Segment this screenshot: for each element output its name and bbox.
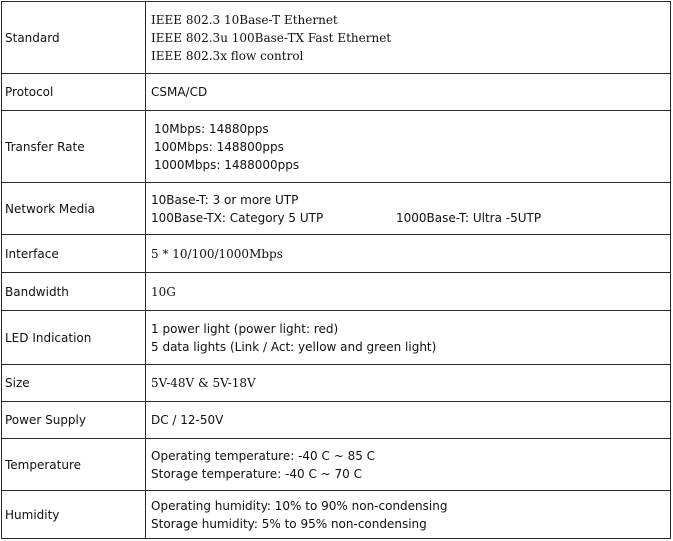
spec-value-line-right: 1000Base-T: Ultra -5UTP <box>396 210 542 225</box>
spec-value <box>146 111 671 183</box>
spec-value-line: 10Mbps: 14880pps <box>154 121 269 136</box>
spec-value-line: 5 data lights (Link / Act: yellow and green light) <box>151 339 437 354</box>
spec-row-bandwidth <box>2 273 671 311</box>
spec-value-line: 1 power light (power light: red) <box>151 321 339 336</box>
spec-label: Protocol <box>2 74 146 111</box>
spec-row-transfer-rate <box>2 111 671 183</box>
spec-value-line: 100Mbps: 148800pps <box>154 139 284 154</box>
spec-label: Network Media <box>2 183 146 235</box>
spec-value <box>146 365 671 402</box>
spec-value-line: Storage humidity: 5% to 95% non-condensing <box>151 516 427 531</box>
spec-table <box>1 1 671 539</box>
spec-value-line: IEEE 802.3x flow control <box>151 48 304 63</box>
spec-label: Temperature <box>2 439 146 491</box>
spec-row-network-media <box>2 183 671 235</box>
spec-label: LED Indication <box>2 311 146 365</box>
spec-value <box>146 439 671 491</box>
spec-row-power-supply <box>2 402 671 439</box>
spec-row-protocol <box>2 74 671 111</box>
spec-label: Bandwidth <box>2 273 146 311</box>
spec-value-line: 1000Mbps: 1488000pps <box>154 157 300 172</box>
spec-row-temperature <box>2 439 671 491</box>
spec-value-line: Operating humidity: 10% to 90% non-condensing <box>151 498 448 513</box>
spec-value-line: 10Base-T: 3 or more UTP <box>151 192 299 207</box>
spec-label: Power Supply <box>2 402 146 439</box>
spec-value <box>146 183 671 235</box>
spec-value <box>146 311 671 365</box>
spec-row-standard <box>2 2 671 74</box>
spec-row-humidity <box>2 491 671 539</box>
spec-value-line-left: 100Base-TX: Category 5 UTP <box>151 210 324 225</box>
spec-value-line: 5V-48V & 5V-18V <box>151 376 256 390</box>
spec-value <box>146 491 671 539</box>
spec-label: Interface <box>2 235 146 273</box>
spec-label: Standard <box>2 2 146 74</box>
spec-value-line: Storage temperature: -40 C ~ 70 C <box>151 466 362 481</box>
spec-value <box>146 74 671 111</box>
spec-value <box>146 2 671 74</box>
spec-value <box>146 235 671 273</box>
spec-value-line: IEEE 802.3u 100Base-TX Fast Ethernet <box>151 30 392 45</box>
spec-row-led-indication <box>2 311 671 365</box>
spec-value <box>146 273 671 311</box>
spec-value-line: DC / 12-50V <box>151 413 224 427</box>
spec-label: Transfer Rate <box>2 111 146 183</box>
spec-label: Humidity <box>2 491 146 539</box>
spec-value-line: 5 * 10/100/1000Mbps <box>151 246 283 261</box>
spec-value-line: IEEE 802.3 10Base-T Ethernet <box>151 12 338 27</box>
spec-value-line: CSMA/CD <box>151 85 208 99</box>
spec-value-line: 10G <box>151 284 176 299</box>
spec-value-split-line <box>151 209 670 227</box>
spec-value-line: Operating temperature: -40 C ~ 85 C <box>151 448 376 463</box>
spec-row-size <box>2 365 671 402</box>
spec-row-interface <box>2 235 671 273</box>
spec-value <box>146 402 671 439</box>
spec-label: Size <box>2 365 146 402</box>
